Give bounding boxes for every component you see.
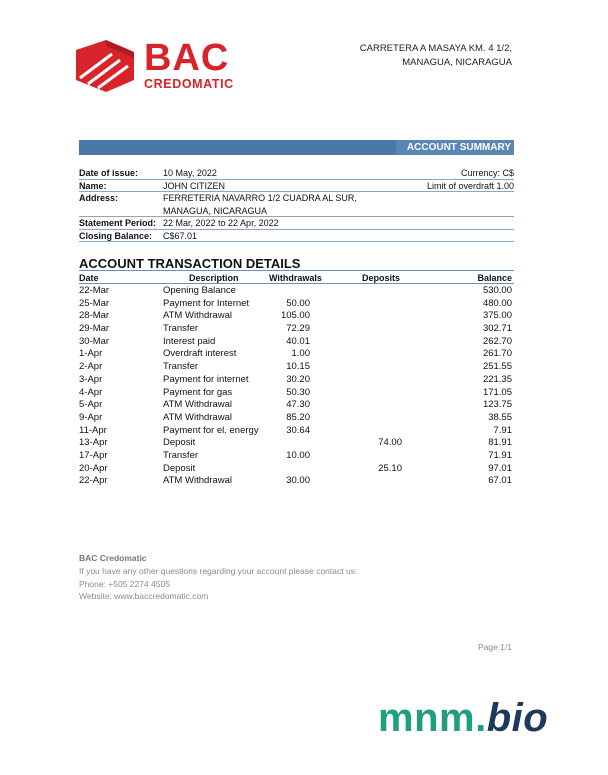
date-value: 10 May, 2022 [163,168,217,178]
tx-balance: 97.01 [488,462,512,474]
tx-balance: 530.00 [482,285,512,296]
closing-value: C$67.01 [163,230,198,241]
bac-logo-icon [76,40,134,92]
tx-withdrawal: 10.00 [286,449,310,461]
account-info [79,167,514,242]
table-row [79,437,514,450]
transactions-table [79,285,514,488]
tx-withdrawal: 85.20 [286,411,310,423]
tx-description: ATM Withdrawal [163,310,232,322]
tx-balance: 38.55 [488,411,512,423]
watermark-part-2: bio [486,696,549,740]
tx-balance: 262.70 [482,335,512,347]
page-number: Page 1/1 [477,642,512,652]
tx-balance: 171.05 [482,386,512,398]
tx-date: 20-Apr [79,462,108,474]
info-row-address-2 [79,205,514,218]
address-line-2: MANAGUA, NICARAGUA [402,57,512,68]
tx-date: 29-Mar [79,323,110,335]
info-row-name [79,180,514,193]
info-row-closing [79,230,514,243]
watermark-part-1: mnm. [378,696,487,740]
tx-description: Payment for gas [163,386,233,398]
table-row [79,463,514,476]
tx-date: 22-Mar [79,285,110,296]
tx-balance: 81.91 [488,437,512,449]
watermark [378,694,548,742]
table-row [79,323,514,336]
tx-withdrawal: 30.64 [286,424,310,436]
table-row [79,348,514,361]
tx-description: Interest paid [163,335,216,347]
tx-balance: 221.35 [482,373,512,385]
bank-address [360,42,512,70]
table-row [79,310,514,323]
tx-balance: 302.71 [482,323,512,335]
tx-description: Overdraft interest [163,348,237,360]
table-row [79,412,514,425]
currency: Currency: C$ [460,168,514,178]
tx-date: 17-Apr [79,449,108,461]
tx-withdrawal: 30.20 [286,373,310,385]
table-row [79,361,514,374]
tx-date: 2-Apr [79,361,103,373]
col-withdrawals: Withdrawals [269,273,322,283]
tx-withdrawal: 10.15 [286,361,310,373]
tx-withdrawal: 30.00 [286,475,310,487]
address-value-1: FERRETERIA NAVARRO 1/2 CUADRA AL SUR, [163,193,357,203]
tx-date: 1-Apr [79,348,103,360]
col-description: Description [189,273,239,283]
table-row [79,450,514,463]
name-value: JOHN CITIZEN [163,180,225,191]
tx-description: ATM Withdrawal [163,399,232,411]
tx-date: 4-Apr [79,386,103,398]
table-row [79,399,514,412]
info-row-date [79,167,514,180]
tx-date: 13-Apr [79,437,108,449]
tx-description: Deposit [163,462,196,474]
bac-logo [76,37,236,92]
overdraft-limit: Limit of overdraft 1.00 [426,180,514,191]
brand-subname: CREDOMATIC [144,77,234,91]
brand-name: BAC [144,37,230,79]
info-row-period [79,217,514,230]
tx-description: ATM Withdrawal [163,475,232,487]
tx-deposit: 74.00 [378,437,402,449]
tx-description: Transfer [163,323,199,335]
tx-balance: 71.91 [488,449,512,461]
tx-balance: 375.00 [482,310,512,322]
table-row [79,387,514,400]
table-row [79,336,514,349]
tx-date: 30-Mar [79,335,110,347]
tx-withdrawal: 72.29 [286,323,310,335]
tx-description: Transfer [163,361,199,373]
tx-description: Payment for Internet [163,297,250,309]
footer-contact-text: If you have any other questions regarding your account please contact us: [79,565,358,576]
info-row-address [79,192,514,205]
transactions-header [79,270,514,284]
tx-balance: 7.91 [493,424,512,436]
period-label: Statement Period: [79,218,157,228]
tx-withdrawal: 50.00 [286,297,310,309]
address-label: Address: [79,193,119,203]
tx-description: Payment for el. energy [163,424,259,436]
tx-date: 28-Mar [79,310,110,322]
tx-withdrawal: 47.30 [286,399,310,411]
tx-description: Deposit [163,437,196,449]
tx-date: 9-Apr [79,411,103,423]
tx-date: 11-Apr [79,424,107,436]
tx-withdrawal: 105.00 [280,310,310,322]
footer [79,552,357,603]
table-row [79,425,514,438]
tx-date: 25-Mar [79,297,110,309]
address-value-2: MANAGUA, NICARAGUA [163,205,268,216]
tx-balance: 251.55 [482,361,512,373]
tx-description: Payment for internet [163,373,249,385]
period-value: 22 Mar, 2022 to 22 Apr, 2022 [163,218,279,228]
col-date: Date [79,273,99,283]
closing-label: Closing Balance: [79,230,153,241]
account-summary-bar [79,140,514,155]
tx-balance: 480.00 [482,297,512,309]
tx-withdrawal: 40.01 [286,335,310,347]
col-balance: Balance [477,273,512,283]
table-row [79,475,514,488]
tx-date: 5-Apr [79,399,103,411]
tx-balance: 123.75 [482,399,512,411]
tx-description: Opening Balance [163,285,236,296]
col-deposits: Deposits [362,273,401,283]
tx-description: ATM Withdrawal [163,411,232,423]
address-line-1: CARRETERA A MASAYA KM. 4 1/2, [359,43,512,54]
tx-withdrawal: 1.00 [291,348,310,360]
tx-withdrawal: 50.30 [286,386,310,398]
footer-website: Website: www.baccredomatic.com [79,591,209,602]
table-row [79,285,514,298]
footer-phone: Phone: +505 2274 4505 [79,578,170,589]
tx-date: 3-Apr [79,373,103,385]
transactions-title: ACCOUNT TRANSACTION DETAILS [79,256,301,271]
tx-balance: 261.70 [482,348,512,360]
name-label: Name: [79,180,107,191]
tx-balance: 67.01 [488,475,512,487]
table-row [79,374,514,387]
table-row [79,298,514,311]
tx-date: 22-Apr [79,475,108,487]
account-summary-title: ACCOUNT SUMMARY [396,140,514,155]
tx-deposit: 25.10 [378,462,402,474]
footer-company: BAC Credomatic [79,553,147,563]
date-label: Date of issue: [79,168,139,178]
tx-description: Transfer [163,449,199,461]
